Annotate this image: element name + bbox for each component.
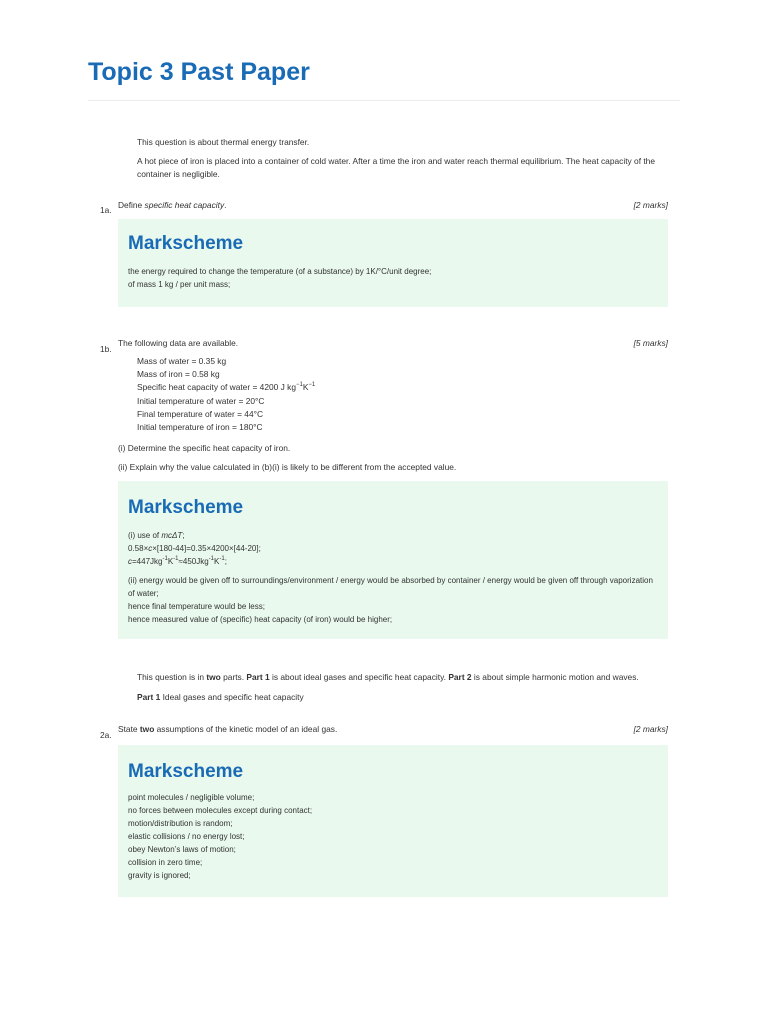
markscheme-1b-line-2: 0.58×c×[180-44]=0.35×4200×[44-20]; [128,544,261,553]
q2-intro: This question is in two parts. Part 1 is about ideal gases and specific heat capacity. Part 2 is about simple harmonic motion and waves. [137,672,639,682]
title-divider [88,100,680,101]
data-initial-temp-iron: Initial temperature of iron = 180°C [137,422,263,432]
marks-1b: [5 marks] [633,338,668,348]
q1-intro-2: A hot piece of iron is placed into a container of cold water. After a time the iron and water reach thermal equilibrium. The heat capacity of the container is negligible. [137,156,655,179]
markscheme-2a-line-5: obey Newton’s laws of motion; [128,845,236,854]
markscheme-2a-line-3: motion/distribution is random; [128,819,233,828]
markscheme-box-1b [118,481,668,639]
data-water-mass: Mass of water = 0.35 kg [137,356,227,366]
question-2a-text: State two assumptions of the kinetic model of an ideal gas. [118,724,338,734]
markscheme-1b-part-ii: (ii) energy would be given off to surroundings/environment / energy would be absorbed by container / energy would be given off through vaporization of water; [128,576,653,598]
markscheme-2a-line-1: point molecules / negligible volume; [128,793,255,802]
markscheme-box-1a [118,219,668,307]
markscheme-box-2a [118,745,668,897]
markscheme-title-2a: Markscheme [128,761,244,782]
markscheme-2a-line-2: no forces between molecules except during contact; [128,806,313,815]
question-1b-text: The following data are available. [118,338,239,348]
markscheme-1b-line-3: $c=447Jkg^{-1}K^{-1}\approx 450Jkg^{-1}K^{-1}$; [128,556,227,566]
marks-1a: [2 marks] [633,200,668,210]
question-number-1a: 1a. [100,205,112,215]
markscheme-1b-line-6: hence measured value of (specific) heat capacity (of iron) would be higher; [128,615,393,624]
markscheme-title-1a: Markscheme [128,233,244,254]
markscheme-2a-line-6: collision in zero time; [128,858,203,867]
question-1b-part-i: (i) Determine the specific heat capacity of iron. [118,443,291,453]
question-1a-term: specific heat capacity [144,200,225,210]
markscheme-title-1b: Markscheme [128,497,244,518]
question-1b-part-ii: (ii) Explain why the value calculated in (b)(i) is likely to be different from the accepted value. [118,462,457,472]
q2-part1-heading: Part 1 Ideal gases and specific heat capacity [137,692,304,702]
marks-2a: [2 marks] [633,724,668,734]
question-number-1b: 1b. [100,344,112,354]
page-title: Topic 3 Past Paper [88,58,310,86]
question-number-2a: 2a. [100,730,112,740]
data-final-temp-water: Final temperature of water = 44°C [137,409,264,419]
markscheme-1b-line-1: (i) use of mcΔT; [128,531,185,540]
q1-intro-1: This question is about thermal energy transfer. [137,137,310,147]
markscheme-1a-line-2: of mass 1 kg / per unit mass; [128,280,231,289]
markscheme-1a-line-1: the energy required to change the temperature (of a substance) by 1K/°C/unit degree; [128,267,432,276]
markscheme-2a-line-7: gravity is ignored; [128,871,191,880]
data-specific-heat-water: Specific heat capacity of water = 4200 J $kg^{-1}K^{-1}$ [137,382,316,392]
data-iron-mass: Mass of iron = 0.58 kg [137,369,220,379]
markscheme-2a-line-4: elastic collisions / no energy lost; [128,832,245,841]
markscheme-1b-line-5: hence final temperature would be less; [128,602,265,611]
data-initial-temp-water: Initial temperature of water = 20°C [137,396,265,406]
question-1a-text: Define specific heat capacity. [118,200,227,210]
